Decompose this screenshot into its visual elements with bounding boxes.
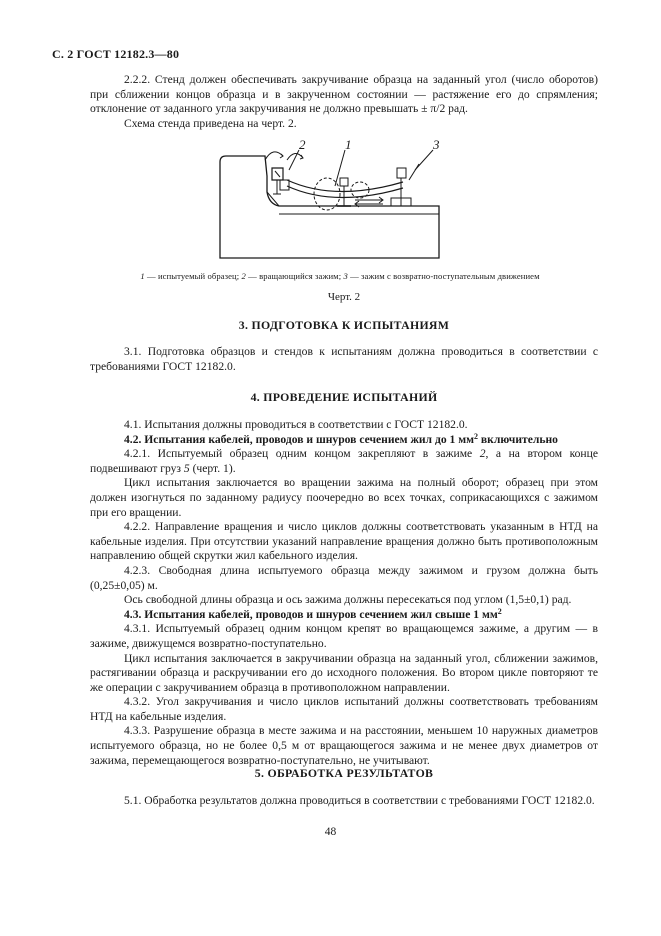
text: (черт. 1). xyxy=(189,461,236,475)
italic-ref: 2 xyxy=(479,447,486,461)
figure-title: Черт. 2 xyxy=(327,291,361,303)
section-5-title: 5. ОБРАБОТКА РЕЗУЛЬТАТОВ xyxy=(254,766,434,780)
paragraph-3-1 xyxy=(90,345,598,374)
paragraph: 4.2.3. Свободная длина испытуемого образца между зажимом и грузом должна быть (0,25±0,05) м. xyxy=(90,563,598,592)
paragraph: Ось свободной длины образца и ось зажима должны пересекаться под углом (1,5±0,1) рад. xyxy=(124,593,572,607)
text: , а на втором конце подвешивают груз xyxy=(90,447,598,475)
paragraph: Схема стенда приведена на черт. 2. xyxy=(124,116,297,130)
paragraph: 4.2.2. Направление вращения и число циклов должны соответствовать указанным в НТД на кабельные изделия. При отсутствии указаний направление вращения должно быть противоположным направлению общей скрутки жил кабельного изделия. xyxy=(90,520,598,563)
paragraph-2-2-2 xyxy=(90,73,598,131)
paragraph: 4.3.1. Испытуемый образец одним концом крепят во вращающемся зажиме, а другим — в зажиме, движущемся возвратно-поступательно. xyxy=(90,622,598,650)
page-header: С. 2 ГОСТ 12182.3—80 xyxy=(52,47,180,61)
subheading-tail: включительно xyxy=(478,432,558,446)
section-4-body xyxy=(90,418,598,768)
superscript: 2 xyxy=(474,431,479,441)
page-number: 48 xyxy=(324,826,337,838)
section-3-title: 3. ПОДГОТОВКА К ИСПЫТАНИЯМ xyxy=(238,318,450,332)
italic-ref: 5 xyxy=(183,461,190,475)
caption-text: — зажим с возвратно-поступательным движением xyxy=(347,271,540,281)
paragraph xyxy=(90,447,598,476)
figure-caption xyxy=(60,271,620,281)
label-2: 2 xyxy=(299,140,306,152)
caption-text: — вращающийся зажим; xyxy=(245,271,344,281)
subheading-text: 4.3. Испытания кабелей, проводов и шнуров сечением жил свыше 1 мм xyxy=(124,607,498,621)
subheading-text: 4.2. Испытания кабелей, проводов и шнуров сечением жил до 1 мм xyxy=(124,432,475,446)
text: 4.2.1. Испытуемый образец одним концом закрепляют в зажиме xyxy=(124,447,480,461)
paragraph: 2.2.2. Стенд должен обеспечивать закручивание образца на заданный угол (число оборотов) при сближении концов образца и в закрученном состоянии — растяжение его до спрямления; отклонение от заданного угла закручивания не должно превышать ± π/2 рад. xyxy=(90,73,598,116)
test-stand-diagram xyxy=(215,140,445,262)
subheading-4-2 xyxy=(90,433,598,448)
paragraph-5-1 xyxy=(90,794,598,809)
section-4-title: 4. ПРОВЕДЕНИЕ ИСПЫТАНИЙ xyxy=(250,390,438,404)
caption-text: — испытуемый образец; xyxy=(144,271,242,281)
subheading-4-3 xyxy=(90,608,598,623)
caption-num: 3 xyxy=(343,271,348,281)
paragraph: 5.1. Обработка результатов должна проводиться в соответствии с требованиями ГОСТ 12182.0. xyxy=(124,794,595,807)
label-1: 1 xyxy=(345,140,352,152)
paragraph: Цикл испытания заключается во вращении зажима на полный оборот; образец при этом должен изогнуться по заданному радиусу поочередно во всех точках, соприкасающихся с зажимом при его вращении. xyxy=(90,476,598,519)
caption-num: 1 xyxy=(140,271,145,281)
label-3: 3 xyxy=(433,140,440,152)
paragraph: 4.3.3. Разрушение образца в месте зажима и на расстоянии, меньшем 10 наружных диаметров испытуемого образца, но не более 0,5 м от вращающегося зажима и не менее двух диаметров от зажима, перемещающегося возвратно-поступательно, не учитывают. xyxy=(90,724,598,767)
paragraph: 3.1. Подготовка образцов и стендов к испытаниям должна проводиться в соответствии с требованиями ГОСТ 12182.0. xyxy=(90,345,598,373)
paragraph: 4.1. Испытания должны проводиться в соответствии с ГОСТ 12182.0. xyxy=(124,418,468,431)
caption-num: 2 xyxy=(241,271,246,281)
paragraph: 4.3.2. Угол закручивания и число циклов испытаний должны соответствовать требованиям НТД на кабельные изделия. xyxy=(90,695,598,723)
paragraph: Цикл испытания заключается в закручивании образца на заданный угол, сближении зажимов, растягивании образца и раскручивании его до исходного положения. Во втором цикле повторяют те же операции с закручиванием образца в противоположном направлении. xyxy=(90,651,598,694)
superscript: 2 xyxy=(497,606,502,616)
